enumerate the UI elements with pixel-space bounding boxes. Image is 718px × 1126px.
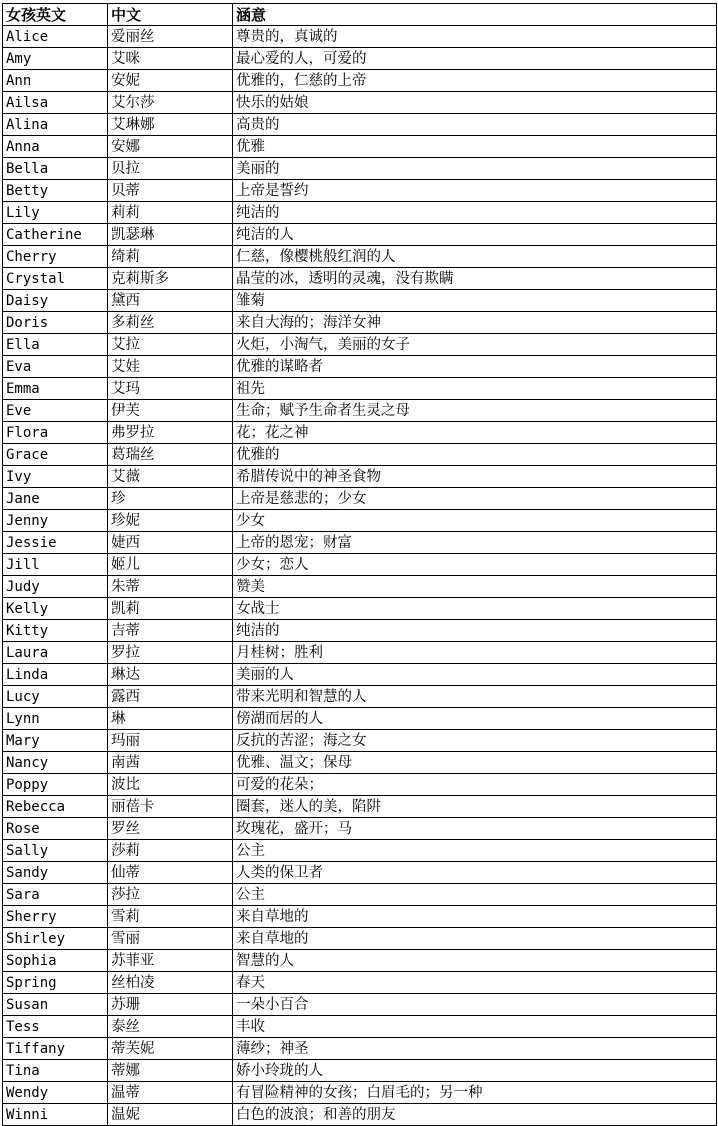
meaning-cell: 可爱的花朵；: [233, 774, 717, 796]
table-row: [3, 1082, 717, 1104]
english-name-cell: Alice: [3, 26, 108, 48]
meaning-cell: 纯洁的: [233, 620, 717, 642]
meaning-cell: 娇小玲珑的人: [233, 1060, 717, 1082]
english-name-cell: Jane: [3, 488, 108, 510]
english-name-cell: Crystal: [3, 268, 108, 290]
chinese-name-cell: 蒂芙妮: [108, 1038, 233, 1060]
table-row: [3, 906, 717, 928]
meaning-cell: 优雅的，仁慈的上帝: [233, 70, 717, 92]
chinese-name-cell: 克莉斯多: [108, 268, 233, 290]
english-name-cell: Linda: [3, 664, 108, 686]
english-name-cell: Tina: [3, 1060, 108, 1082]
table-row: [3, 708, 717, 730]
english-name-cell: Laura: [3, 642, 108, 664]
chinese-name-cell: 凯瑟琳: [108, 224, 233, 246]
chinese-name-cell: 艾咪: [108, 48, 233, 70]
english-name-cell: Daisy: [3, 290, 108, 312]
table-row: [3, 752, 717, 774]
header-meaning: 涵意: [233, 4, 717, 26]
table-row: [3, 554, 717, 576]
table-row: [3, 356, 717, 378]
meaning-cell: 少女: [233, 510, 717, 532]
table-row: [3, 994, 717, 1016]
english-name-cell: Lily: [3, 202, 108, 224]
english-name-cell: Grace: [3, 444, 108, 466]
chinese-name-cell: 安娜: [108, 136, 233, 158]
table-row: [3, 840, 717, 862]
table-row: [3, 686, 717, 708]
chinese-name-cell: 仙蒂: [108, 862, 233, 884]
english-name-cell: Winni: [3, 1104, 108, 1126]
english-name-cell: Doris: [3, 312, 108, 334]
english-name-cell: Lynn: [3, 708, 108, 730]
chinese-name-cell: 葛瑞丝: [108, 444, 233, 466]
table-row: [3, 114, 717, 136]
english-name-cell: Susan: [3, 994, 108, 1016]
meaning-cell: 带来光明和智慧的人: [233, 686, 717, 708]
chinese-name-cell: 艾薇: [108, 466, 233, 488]
chinese-name-cell: 姬儿: [108, 554, 233, 576]
table-row: [3, 928, 717, 950]
table-row: [3, 972, 717, 994]
meaning-cell: 赞美: [233, 576, 717, 598]
english-name-cell: Ailsa: [3, 92, 108, 114]
meaning-cell: 上帝的恩宠；财富: [233, 532, 717, 554]
table-row: [3, 136, 717, 158]
english-name-cell: Eva: [3, 356, 108, 378]
english-name-cell: Sophia: [3, 950, 108, 972]
meaning-cell: 花；花之神: [233, 422, 717, 444]
chinese-name-cell: 莉莉: [108, 202, 233, 224]
table-row: [3, 312, 717, 334]
english-name-cell: Jessie: [3, 532, 108, 554]
table-row: [3, 1104, 717, 1126]
meaning-cell: 来自草地的: [233, 906, 717, 928]
meaning-cell: 火炬，小淘气，美丽的女子: [233, 334, 717, 356]
table-row: [3, 400, 717, 422]
meaning-cell: 女战士: [233, 598, 717, 620]
english-name-cell: Poppy: [3, 774, 108, 796]
meaning-cell: 希腊传说中的神圣食物: [233, 466, 717, 488]
english-name-cell: Tiffany: [3, 1038, 108, 1060]
meaning-cell: 祖先: [233, 378, 717, 400]
chinese-name-cell: 苏珊: [108, 994, 233, 1016]
chinese-name-cell: 罗拉: [108, 642, 233, 664]
chinese-name-cell: 莎拉: [108, 884, 233, 906]
english-name-cell: Judy: [3, 576, 108, 598]
english-name-cell: Kelly: [3, 598, 108, 620]
english-name-cell: Ivy: [3, 466, 108, 488]
chinese-name-cell: 珍: [108, 488, 233, 510]
english-name-cell: Tess: [3, 1016, 108, 1038]
table-row: [3, 268, 717, 290]
english-name-cell: Catherine: [3, 224, 108, 246]
table-row: [3, 774, 717, 796]
chinese-name-cell: 伊芙: [108, 400, 233, 422]
english-name-cell: Sara: [3, 884, 108, 906]
meaning-cell: 上帝是誓约: [233, 180, 717, 202]
table-row: [3, 290, 717, 312]
meaning-cell: 来自大海的；海洋女神: [233, 312, 717, 334]
meaning-cell: 纯洁的人: [233, 224, 717, 246]
chinese-name-cell: 朱蒂: [108, 576, 233, 598]
meaning-cell: 美丽的: [233, 158, 717, 180]
chinese-name-cell: 弗罗拉: [108, 422, 233, 444]
chinese-name-cell: 丽蓓卡: [108, 796, 233, 818]
chinese-name-cell: 蒂娜: [108, 1060, 233, 1082]
chinese-name-cell: 爱丽丝: [108, 26, 233, 48]
chinese-name-cell: 吉蒂: [108, 620, 233, 642]
header-row: [3, 4, 717, 26]
english-name-cell: Ann: [3, 70, 108, 92]
english-name-cell: Betty: [3, 180, 108, 202]
chinese-name-cell: 南茜: [108, 752, 233, 774]
meaning-cell: 高贵的: [233, 114, 717, 136]
chinese-name-cell: 苏菲亚: [108, 950, 233, 972]
chinese-name-cell: 丝柏凌: [108, 972, 233, 994]
table-row: [3, 444, 717, 466]
table-row: [3, 180, 717, 202]
english-name-cell: Rose: [3, 818, 108, 840]
chinese-name-cell: 温妮: [108, 1104, 233, 1126]
english-name-cell: Sally: [3, 840, 108, 862]
english-name-cell: Amy: [3, 48, 108, 70]
english-name-cell: Cherry: [3, 246, 108, 268]
table-row: [3, 488, 717, 510]
chinese-name-cell: 黛西: [108, 290, 233, 312]
meaning-cell: 晶莹的冰，透明的灵魂，没有欺瞒: [233, 268, 717, 290]
table-row: [3, 510, 717, 532]
table-row: [3, 334, 717, 356]
meaning-cell: 玫瑰花，盛开；马: [233, 818, 717, 840]
meaning-cell: 快乐的姑娘: [233, 92, 717, 114]
english-name-cell: Sandy: [3, 862, 108, 884]
chinese-name-cell: 艾拉: [108, 334, 233, 356]
table-row: [3, 202, 717, 224]
table-row: [3, 818, 717, 840]
meaning-cell: 优雅的: [233, 444, 717, 466]
meaning-cell: 上帝是慈悲的；少女: [233, 488, 717, 510]
english-name-cell: Jill: [3, 554, 108, 576]
chinese-name-cell: 绮莉: [108, 246, 233, 268]
chinese-name-cell: 露西: [108, 686, 233, 708]
chinese-name-cell: 琳: [108, 708, 233, 730]
chinese-name-cell: 艾尔莎: [108, 92, 233, 114]
english-name-cell: Wendy: [3, 1082, 108, 1104]
table-row: [3, 246, 717, 268]
chinese-name-cell: 泰丝: [108, 1016, 233, 1038]
meaning-cell: 春天: [233, 972, 717, 994]
table-row: [3, 1016, 717, 1038]
table-row: [3, 796, 717, 818]
chinese-name-cell: 波比: [108, 774, 233, 796]
meaning-cell: 纯洁的: [233, 202, 717, 224]
chinese-name-cell: 安妮: [108, 70, 233, 92]
chinese-name-cell: 罗丝: [108, 818, 233, 840]
chinese-name-cell: 玛丽: [108, 730, 233, 752]
meaning-cell: 傍湖而居的人: [233, 708, 717, 730]
english-name-cell: Rebecca: [3, 796, 108, 818]
english-name-cell: Ella: [3, 334, 108, 356]
table-row: [3, 950, 717, 972]
chinese-name-cell: 凯莉: [108, 598, 233, 620]
chinese-name-cell: 珍妮: [108, 510, 233, 532]
english-name-cell: Anna: [3, 136, 108, 158]
meaning-cell: 丰收: [233, 1016, 717, 1038]
table-row: [3, 158, 717, 180]
meaning-cell: 智慧的人: [233, 950, 717, 972]
chinese-name-cell: 婕西: [108, 532, 233, 554]
english-name-cell: Lucy: [3, 686, 108, 708]
table-row: [3, 70, 717, 92]
meaning-cell: 生命；赋予生命者生灵之母: [233, 400, 717, 422]
meaning-cell: 公主: [233, 884, 717, 906]
english-name-cell: Sherry: [3, 906, 108, 928]
header-chinese-name: 中文: [108, 4, 233, 26]
english-name-cell: Jenny: [3, 510, 108, 532]
english-name-cell: Shirley: [3, 928, 108, 950]
meaning-cell: 优雅的谋略者: [233, 356, 717, 378]
english-name-cell: Kitty: [3, 620, 108, 642]
table-header: [3, 4, 717, 26]
english-name-cell: Emma: [3, 378, 108, 400]
meaning-cell: 优雅、温文；保母: [233, 752, 717, 774]
chinese-name-cell: 雪丽: [108, 928, 233, 950]
meaning-cell: 有冒险精神的女孩；白眉毛的；另一种: [233, 1082, 717, 1104]
meaning-cell: 公主: [233, 840, 717, 862]
meaning-cell: 薄纱；神圣: [233, 1038, 717, 1060]
english-name-cell: Nancy: [3, 752, 108, 774]
meaning-cell: 来自草地的: [233, 928, 717, 950]
table-row: [3, 92, 717, 114]
chinese-name-cell: 莎莉: [108, 840, 233, 862]
table-row: [3, 862, 717, 884]
meaning-cell: 月桂树；胜利: [233, 642, 717, 664]
meaning-cell: 圈套，迷人的美，陷阱: [233, 796, 717, 818]
english-name-cell: Spring: [3, 972, 108, 994]
chinese-name-cell: 艾琳娜: [108, 114, 233, 136]
english-name-cell: Bella: [3, 158, 108, 180]
meaning-cell: 白色的波浪；和善的朋友: [233, 1104, 717, 1126]
table-row: [3, 1038, 717, 1060]
table-row: [3, 730, 717, 752]
chinese-name-cell: 艾娃: [108, 356, 233, 378]
chinese-name-cell: 艾玛: [108, 378, 233, 400]
table-row: [3, 642, 717, 664]
chinese-name-cell: 贝拉: [108, 158, 233, 180]
table-row: [3, 664, 717, 686]
table-row: [3, 1060, 717, 1082]
chinese-name-cell: 温蒂: [108, 1082, 233, 1104]
meaning-cell: 人类的保卫者: [233, 862, 717, 884]
table-row: [3, 884, 717, 906]
meaning-cell: 反抗的苦涩；海之女: [233, 730, 717, 752]
table-body: [3, 26, 717, 1126]
meaning-cell: 尊贵的，真诚的: [233, 26, 717, 48]
english-name-cell: Flora: [3, 422, 108, 444]
chinese-name-cell: 雪莉: [108, 906, 233, 928]
english-name-cell: Mary: [3, 730, 108, 752]
meaning-cell: 少女；恋人: [233, 554, 717, 576]
table-row: [3, 466, 717, 488]
chinese-name-cell: 多莉丝: [108, 312, 233, 334]
table-row: [3, 48, 717, 70]
english-name-cell: Alina: [3, 114, 108, 136]
table-row: [3, 576, 717, 598]
chinese-name-cell: 琳达: [108, 664, 233, 686]
table-row: [3, 26, 717, 48]
chinese-name-cell: 贝蒂: [108, 180, 233, 202]
meaning-cell: 一朵小百合: [233, 994, 717, 1016]
meaning-cell: 最心爱的人，可爱的: [233, 48, 717, 70]
meaning-cell: 美丽的人: [233, 664, 717, 686]
table-row: [3, 532, 717, 554]
meaning-cell: 仁慈，像樱桃般红润的人: [233, 246, 717, 268]
english-name-cell: Eve: [3, 400, 108, 422]
meaning-cell: 优雅: [233, 136, 717, 158]
header-english-name: 女孩英文: [3, 4, 108, 26]
table-row: [3, 422, 717, 444]
table-row: [3, 598, 717, 620]
names-table: [2, 3, 717, 1126]
table-row: [3, 224, 717, 246]
table-row: [3, 378, 717, 400]
meaning-cell: 雏菊: [233, 290, 717, 312]
table-row: [3, 620, 717, 642]
